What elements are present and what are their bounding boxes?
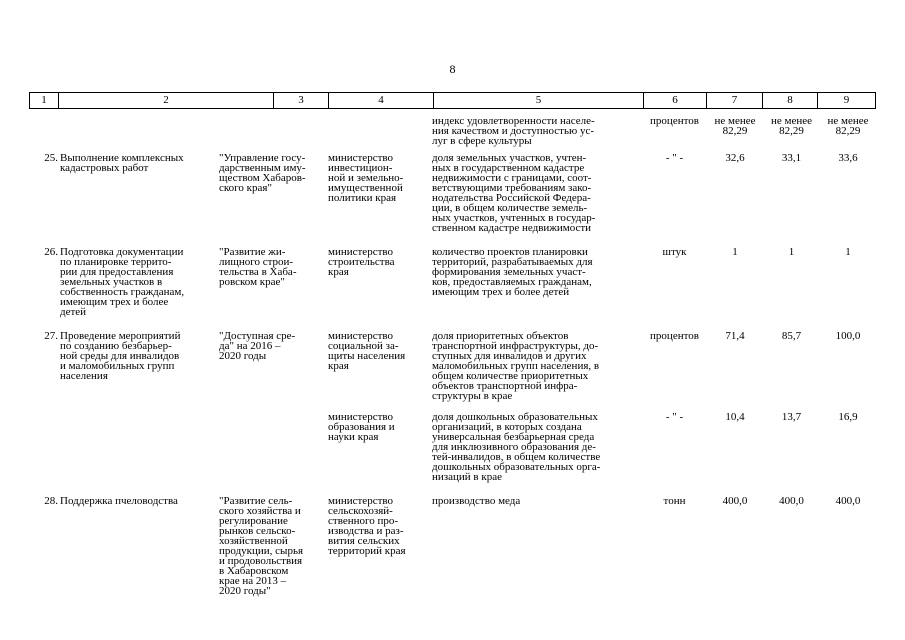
header-col-1: 1 <box>30 93 59 108</box>
header-col-5: 5 <box>434 93 644 108</box>
unit: процентов <box>650 115 699 127</box>
indicator: доля приоритетных объектов транспортной инфраструктуры, до- ступных для инвалидов и других маломобильных групп населения, в общем количестве приоритетных объектов транспортной инфра- структуры в крае <box>432 330 600 402</box>
value-col-9: не менее 82,29 <box>827 115 869 137</box>
program-name: "Развитие сель- ского хозяйства и регулирование рынков сельско- хозяйственной продукции, сырья и продовольствия в Хабаровском крае на 2013 – 2020 годы" <box>219 495 304 597</box>
value-col-7: 10,4 <box>725 411 745 423</box>
value-col-7: 1 <box>732 246 738 258</box>
executor: министерство образования и науки края <box>328 411 395 443</box>
indicator: доля дошкольных образовательных организаций, в которых создана универсальная безбарьерная среда для инклюзивного образования де- тей-инвалидов, в общем количестве дошкольных образовательных орга- низаций в крае <box>432 411 601 483</box>
activity-name: Поддержка пчеловодства <box>60 495 178 507</box>
indicator: доля земельных участков, учтен- ных в государственном кадастре недвижимости с границами, соот- ветствующими требованиям зако- нодательства Российской Федера- ции, в общем количестве земель- ных участков, учтенных в государ- ственном кадастре недвижимости <box>432 152 596 234</box>
header-col-8: 8 <box>763 93 818 108</box>
value-col-8: 33,1 <box>781 152 802 164</box>
row-number: 26. <box>44 246 58 258</box>
value-col-9: 16,9 <box>838 411 858 423</box>
header-col-6: 6 <box>644 93 707 108</box>
header-col-3: 3 <box>274 93 329 108</box>
value-col-7: не менее 82,29 <box>714 115 756 137</box>
unit: - " - <box>665 411 684 423</box>
value-col-8: 13,7 <box>781 411 802 423</box>
indicator: количество проектов планировки территорий, разрабатываемых для формирования земельных участ- ков, предоставляемых гражданам, имеющим трех и более детей <box>432 246 593 298</box>
table-header <box>29 92 876 109</box>
indicator: индекс удовлетворенности населе- ния качеством и доступностью ус- луг в сфере культуры <box>432 115 595 147</box>
header-col-2: 2 <box>59 93 274 108</box>
header-col-9: 9 <box>843 94 850 106</box>
value-col-8: не менее 82,29 <box>770 115 812 137</box>
value-col-8: 1 <box>788 246 795 258</box>
unit: - " - <box>665 152 684 164</box>
value-col-9: 100,0 <box>835 330 861 342</box>
activity-name: Выполнение комплексных кадастровых работ <box>60 152 184 174</box>
unit: тонн <box>663 495 686 507</box>
program-name: "Управление госу- дарственным иму- ществом Хабаров- ского края" <box>219 152 306 194</box>
program-name: "Доступная сре- да" на 2016 – 2020 годы <box>219 330 296 362</box>
value-col-8: 85,7 <box>781 330 802 342</box>
activity-name: Проведение мероприятий по созданию безбарьер- ной среды для инвалидов и маломобильных групп населения <box>60 330 181 382</box>
row-number: 25. <box>44 152 58 164</box>
value-col-7: 32,6 <box>725 152 745 164</box>
executor: министерство инвестицион- ной и земельно- имущественной политики края <box>328 152 404 204</box>
executor: министерство социальной за- щиты населения края <box>328 330 406 372</box>
header-col-4: 4 <box>329 93 434 108</box>
header-col-7: 7 <box>707 93 763 108</box>
activity-name: Подготовка документации по планировке террито- рии для предоставления земельных участков в собственность гражданам, имеющим трех и более детей <box>60 246 185 318</box>
value-col-9: 400,0 <box>835 495 861 507</box>
executor: министерство строительства края <box>328 246 395 278</box>
row-number: 28. <box>44 495 58 507</box>
value-col-7: 400,0 <box>722 495 748 507</box>
program-name: "Развитие жи- лищного строи- тельства в Хаба- ровском крае" <box>219 246 297 288</box>
row-number: 27. <box>44 330 58 342</box>
page-number: 8 <box>449 62 456 76</box>
value-col-9: 33,6 <box>838 152 858 164</box>
unit: процентов <box>650 330 699 342</box>
value-col-7: 71,4 <box>725 330 745 342</box>
value-col-9: 1 <box>845 246 851 258</box>
executor: министерство сельскохозяй- ственного про- изводства и раз- вития сельских территорий края <box>328 495 406 557</box>
indicator: производство меда <box>432 495 521 507</box>
value-col-8: 400,0 <box>779 495 804 507</box>
unit: штук <box>662 246 687 258</box>
